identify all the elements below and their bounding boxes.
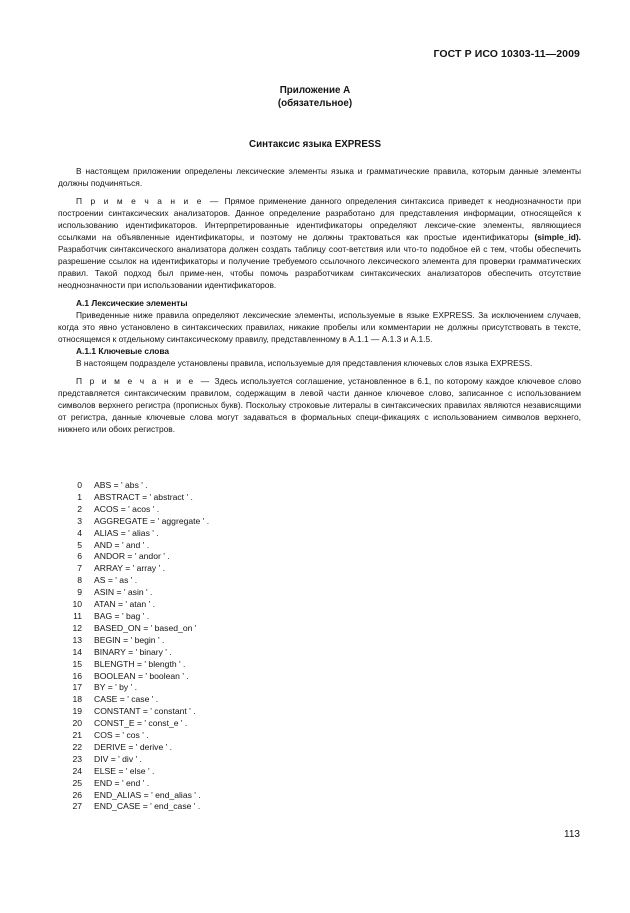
rule-number: 24: [72, 765, 82, 776]
rule-number: 9: [77, 587, 82, 598]
note-paragraph-2: [58, 375, 581, 435]
note-text-continued: Разработчик синтаксического анализатора должен создать таблицу соот-ветствия или что-то подобное ей с тем, чтобы обеспечить разрешение ссылок на идентификаторы и получение требуемого ссылочного лексического элемента для проверки грамматических правил. Такой подход был приме-нен, чтобы помочь разработчикам синтаксических анализаторов обеспечить отсутствие неоднозначности при использовании идентификаторов.: [58, 244, 581, 290]
note-text: Здесь используется соглашение, установленное в 6.1, по которому каждое ключевое слово представляется синтаксическим правилом, содержащим в левой части данное ключевое слово, записанное с использованием символов верхнего регистра (прописных букв). Поскольку строковые литералы в синтаксических правилах являются независящими от регистра, данные ключевые слова могут задаваться в формальных специ-фикациях с использованием символов верхнего, нижнего или обоих регистров.: [58, 376, 581, 434]
note-text: Прямое применение данного определения синтаксиса приведет к неоднозначности при построении синтаксических анализаторов. Данное определение разработано для представления информации, относящейся к использованию идентификаторов. Интерпретированные идентификаторы определяют лексиче-ские элементы, являющиеся ссылками на объявленные идентификаторы, и поэтому не должны трактоваться как простые идентификаторы: [58, 196, 581, 242]
rule-number: 13: [72, 634, 82, 645]
keyword-rule-row: [58, 659, 458, 671]
rule-number: 27: [72, 801, 82, 812]
rule-number: 22: [72, 741, 82, 752]
rule-definition: CONST_E = ' const_e ' .: [94, 718, 188, 729]
note-label: П р и м е ч а н и е —: [76, 196, 221, 206]
rule-number: 17: [72, 682, 82, 693]
rule-definition: CASE = ' case ' .: [94, 694, 159, 705]
keyword-rule-row: [58, 754, 458, 766]
rule-definition: ASIN = ' asin ' .: [94, 587, 153, 598]
rule-number: 14: [72, 646, 82, 657]
page-number: 113: [564, 829, 580, 840]
keyword-rule-row: [58, 742, 458, 754]
rule-definition: BLENGTH = ' blength ' .: [94, 658, 186, 669]
rule-definition: COS = ' cos ' .: [94, 730, 149, 741]
rule-number: 4: [77, 527, 82, 538]
rule-number: 20: [72, 718, 82, 729]
keyword-rule-row: [58, 551, 458, 563]
rule-number: 8: [77, 575, 82, 586]
keyword-rule-row: [58, 730, 458, 742]
rule-definition: DERIVE = ' derive ' .: [94, 741, 173, 752]
keyword-rule-row: [58, 671, 458, 683]
keyword-rule-row: [58, 790, 458, 802]
keyword-rules-list: [58, 480, 458, 813]
rule-definition: END_ALIAS = ' end_alias ' .: [94, 789, 201, 800]
keyword-rule-row: [58, 563, 458, 575]
note-bold-term: (simple_id).: [534, 232, 582, 242]
rule-number: 21: [72, 730, 82, 741]
annex-title: Приложение А: [279, 85, 351, 96]
section-a11-paragraph: В настоящем подразделе установлены правила, используемые для представления ключевых слов языка EXPRESS.: [76, 358, 533, 368]
section-a1-heading: А.1 Лексические элементы: [76, 298, 188, 308]
intro-paragraph: В настоящем приложении определены лексические элементы языка и грамматические правила, которым данные элементы должны подчиняться.: [58, 166, 581, 188]
section-a1-paragraph: Приведенные ниже правила определяют лексические элементы, используемые в языке EXPRESS. За исключением случаев, когда это явно установлено в синтаксических правилах, никакие пробелы или комментарии не должны присутствовать в тексте, относящемся к отдельному синтаксическому правилу, представленному в А.1.1 — А.1.3 и А.1.5.: [58, 310, 581, 344]
rule-definition: ABSTRACT = ' abstract ' .: [94, 491, 193, 502]
keyword-rule-row: [58, 480, 458, 492]
keyword-rule-row: [58, 528, 458, 540]
keyword-rule-row: [58, 706, 458, 718]
annex-status: (обязательное): [277, 98, 353, 109]
rule-number: 12: [72, 622, 82, 633]
annex-heading: [0, 84, 630, 110]
rule-definition: ARRAY = ' array ' .: [94, 563, 166, 574]
rule-definition: ACOS = ' acos ' .: [94, 503, 160, 514]
rule-definition: END = ' end ' .: [94, 777, 150, 788]
keyword-rule-row: [58, 718, 458, 730]
rule-number: 3: [77, 515, 82, 526]
rule-definition: ABS = ' abs ' .: [94, 480, 148, 490]
rule-definition: BINARY = ' binary ' .: [94, 646, 172, 657]
rule-definition: BEGIN = ' begin ' .: [94, 634, 165, 645]
rule-definition: AS = ' as ' .: [94, 575, 138, 586]
keyword-rule-row: [58, 599, 458, 611]
keyword-rule-row: [58, 778, 458, 790]
section-title: Синтаксис языка EXPRESS: [249, 139, 381, 150]
rule-definition: ELSE = ' else ' .: [94, 765, 155, 776]
keyword-rule-row: [58, 540, 458, 552]
keyword-rule-row: [58, 682, 458, 694]
rule-definition: DIV = ' div ' .: [94, 753, 142, 764]
keyword-rule-row: [58, 492, 458, 504]
rule-definition: AGGREGATE = ' aggregate ' .: [94, 515, 210, 526]
section-a11-heading: А.1.1 Ключевые слова: [76, 346, 170, 356]
keyword-rule-row: [58, 694, 458, 706]
note-label: П р и м е ч а н и е —: [76, 376, 212, 386]
rule-definition: AND = ' and ' .: [94, 539, 150, 550]
keyword-rule-row: [58, 587, 458, 599]
keyword-rule-row: [58, 575, 458, 587]
rule-definition: BASED_ON = ' based_on ': [94, 622, 197, 633]
keyword-rule-row: [58, 623, 458, 635]
rule-definition: ANDOR = ' andor ' .: [94, 551, 170, 562]
rule-number: 5: [77, 539, 82, 550]
rule-number: 1: [77, 491, 82, 502]
keyword-rule-row: [58, 516, 458, 528]
standard-identifier: ГОСТ Р ИСО 10303-11—2009: [433, 48, 580, 60]
body-text: [58, 165, 581, 435]
rule-number: 23: [72, 753, 82, 764]
keyword-rule-row: [58, 635, 458, 647]
rule-number: 18: [72, 694, 82, 705]
rule-number: 19: [72, 706, 82, 717]
rule-definition: END_CASE = ' end_case ' .: [94, 801, 201, 812]
rule-number: 16: [72, 670, 82, 681]
rule-definition: ALIAS = ' alias ' .: [94, 527, 159, 538]
rule-number: 15: [72, 658, 82, 669]
rule-number: 26: [72, 789, 82, 800]
rule-number: 6: [77, 551, 82, 562]
rule-definition: BAG = ' bag ' .: [94, 610, 150, 621]
rule-number: 25: [72, 777, 82, 788]
rule-number: 0: [77, 480, 82, 490]
keyword-rule-row: [58, 611, 458, 623]
keyword-rule-row: [58, 801, 458, 813]
rule-definition: ATAN = ' atan ' .: [94, 599, 155, 610]
rule-number: 7: [77, 563, 82, 574]
rule-definition: BOOLEAN = ' boolean ' .: [94, 670, 189, 681]
rule-definition: BY = ' by ' .: [94, 682, 138, 693]
rule-number: 2: [77, 503, 82, 514]
keyword-rule-row: [58, 504, 458, 516]
rule-definition: CONSTANT = ' constant ' .: [94, 706, 196, 717]
rule-number: 11: [73, 610, 82, 621]
note-paragraph-1: [58, 195, 581, 291]
keyword-rule-row: [58, 647, 458, 659]
keyword-rule-row: [58, 766, 458, 778]
rule-number: 10: [72, 599, 82, 610]
